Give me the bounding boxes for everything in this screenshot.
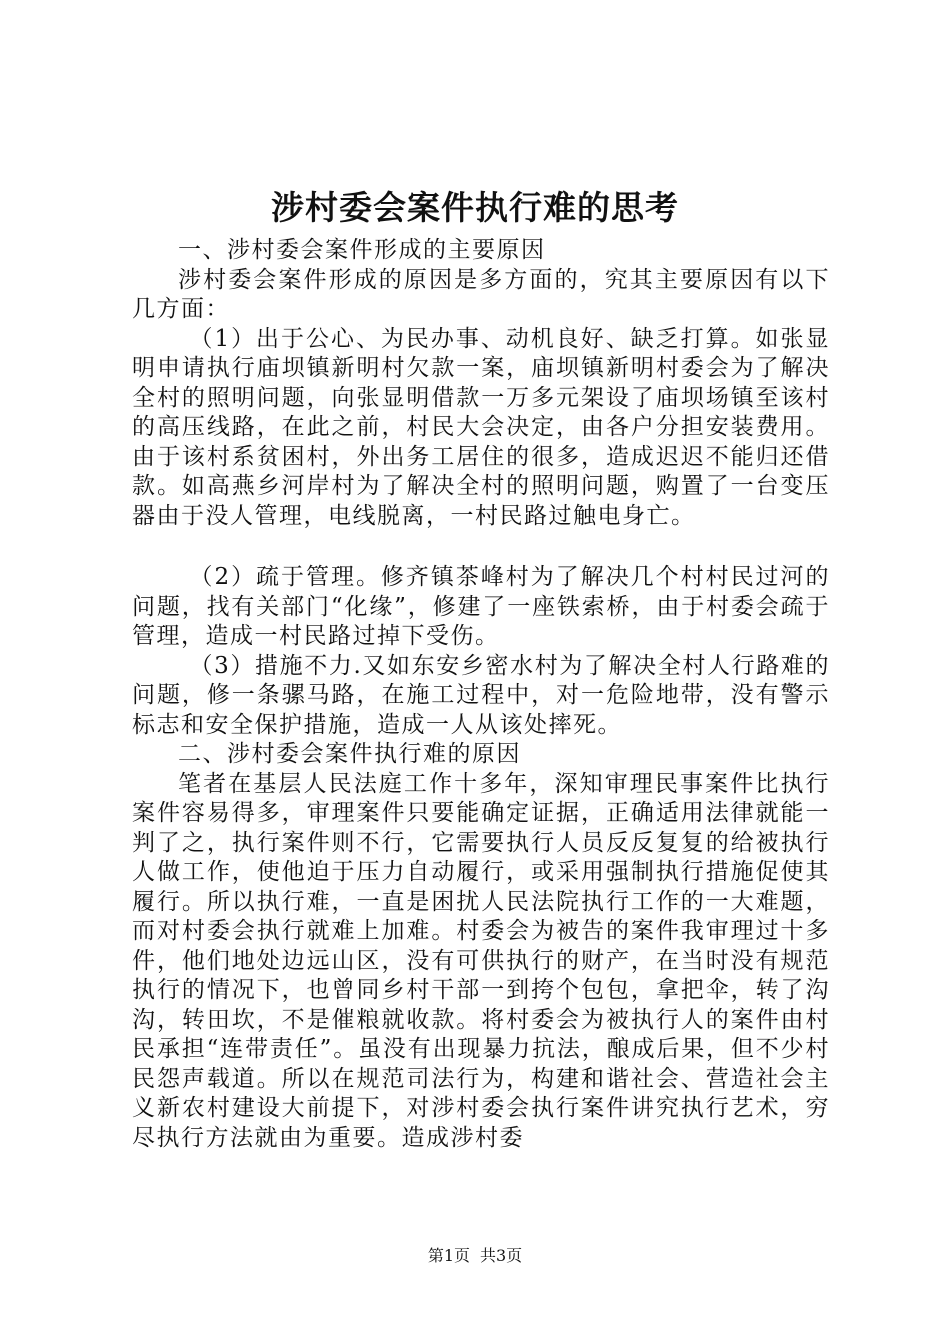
section-heading-2: 二、涉村委会案件执行难的原因 <box>178 741 521 767</box>
paragraph-body: 笔者在基层人民法庭工作十多年，深知审理民事案件比执行案件容易得多，审理案件只要能确定证据，正确适用法律就能一判了之，执行案件则不行，它需要执行人员反反复复的给被执行人做工作，使他迫于压力自动履行，或采用强制执行措施促使其履行。所以执行难，一直是困扰人民法院执行工作的一大难题，而对村委会执行就难上加难。村委会为被告的案件我审理过十多件，他们地处边远山区，没有可供执行的财产，在当时没有规范执行的情况下，也曾同乡村干部一到挎个包包，拿把伞，转了沟沟，转田坎，不是催粮就收款。将村委会为被执行人的案件由村民承担“连带责任”。虽没有出现暴力抗法，酿成后果，但不少村民怨声载道。所以在规范司法行为，构建和谐社会、营造社会主义新农村建设大前提下，对涉村委会执行案件讲究执行艺术，穷尽执行方法就由为重要。造成涉村委 <box>132 770 830 1151</box>
document-title: 涉村委会案件执行难的思考 <box>271 188 679 227</box>
page-total: 共3页 <box>480 1246 523 1265</box>
paragraph-item-2: （2）疏于管理。修齐镇茶峰村为了解决几个村村民过河的问题，找有关部门“化缘”，修建了一座铁索桥，由于村委会疏于管理，造成一村民路过掉下受伤。 <box>132 564 830 649</box>
paragraph-item-3: （3）措施不力.又如东安乡密水村为了解决全村人行路难的问题，修一条骡马路，在施工过程中，对一危险地带，没有警示标志和安全保护措施，造成一人从该处摔死。 <box>132 652 830 738</box>
paragraph-item-1: （1）出于公心、为民办事、动机良好、缺乏打算。如张显明申请执行庙坝镇新明村欠款一案，庙坝镇新明村委会为了解决全村的照明问题，向张显明借款一万多元架设了庙坝场镇至该村的高压线路，在此之前，村民大会决定，由各户分担安装费用。由于该村系贫困村，外出务工居住的很多，造成迟迟不能归还借款。如高燕乡河岸村为了解决全村的照明问题，购置了一台变压器由于没人管理，电线脱离，一村民路过触电身亡。 <box>132 325 830 529</box>
section-heading-1: 一、涉村委会案件形成的主要原因 <box>178 237 546 263</box>
page-footer <box>0 1246 950 1266</box>
page-number: 第1页 <box>427 1246 470 1265</box>
paragraph-intro: 涉村委会案件形成的原因是多方面的，究其主要原因有以下几方面： <box>132 266 830 322</box>
document-body <box>132 236 830 1153</box>
